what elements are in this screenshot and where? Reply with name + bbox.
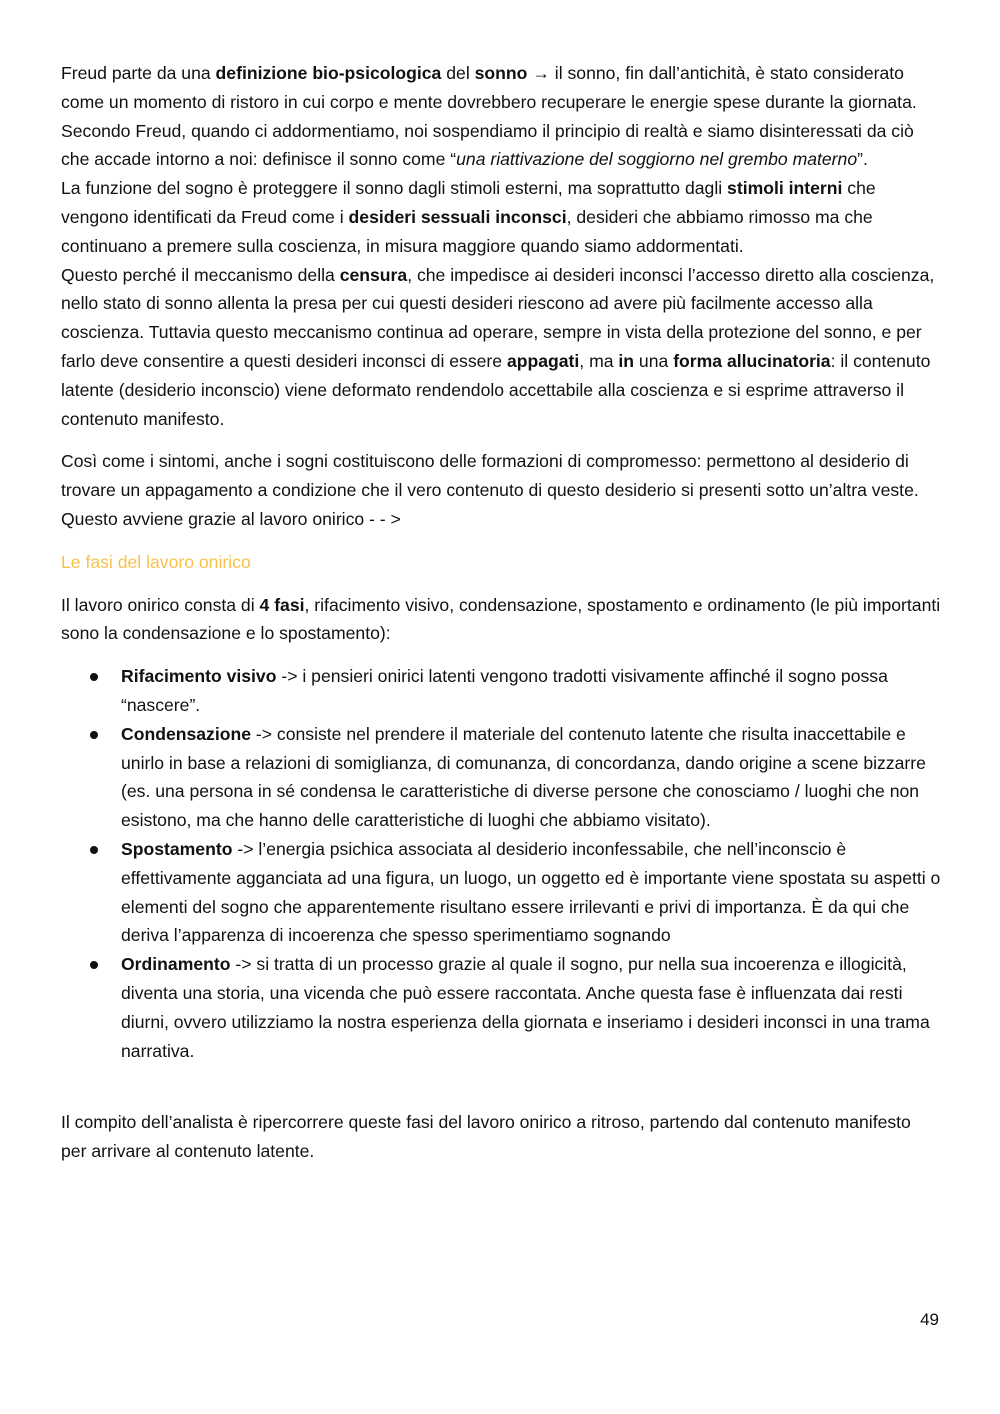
phase-term: Rifacimento visivo — [121, 666, 277, 687]
intro-paragraph-dream-function — [61, 174, 941, 260]
text-run: che vengono identificati da Freud come i — [61, 178, 876, 227]
text-run: Il lavoro onirico consta di — [61, 594, 260, 615]
text-run: Questo perché il meccanismo della — [61, 264, 340, 285]
bold-term: in — [618, 350, 635, 371]
phase-description: -> i pensieri onirici latenti vengono tradotti visivamente affinché il sogno possa “nascere”. — [121, 666, 888, 715]
phase-description: -> l’energia psichica associata al desiderio inconfessabile, che nell’inconscio è effettivamente agganciata ad una figura, un luogo, un oggetto ed è importante viene spostata su aspetti o elementi del sogno che apparentemente risultano essere irrilevanti e privi di importanza. È da qui che deriva l’apparenza di incoerenza che spesso sperimentiamo sognando — [121, 838, 941, 946]
text-run: una — [634, 350, 674, 371]
bullet-icon — [90, 673, 98, 681]
bold-term: censura — [339, 264, 408, 285]
bold-term: 4 fasi — [259, 594, 305, 615]
text-run: : il contenuto latente (desiderio inconscio) viene deformato rendendolo accettabile alla coscienza e si esprime attraverso il contenuto manifesto. — [61, 350, 931, 429]
bullet-icon — [90, 731, 98, 739]
text-run: , desideri che abbiamo rimosso ma che continuano a premere sulla coscienza, in misura maggiore quando siamo addormentati. — [61, 206, 873, 256]
phase-term: Spostamento — [121, 838, 233, 859]
closing-paragraph: Il compito dell’analista è ripercorrere queste fasi del lavoro onirico a ritroso, partendo dal contenuto manifesto per arrivare al contenuto latente. — [61, 1112, 911, 1162]
text-run: il sonno, fin dall’antichità, è stato considerato come un momento di ristoro in cui corpo e mente dovrebbero recuperare le energie spese durante la giornata. Secondo Freud, quando ci addormentiamo, noi sospendiamo il principio di realtà e siamo disinteressati da ciò che accade intorno a noi: definisce il sonno come “ — [61, 63, 917, 170]
text-run: La funzione del sogno è proteggere il sonno dagli stimoli esterni, ma soprattutto dagli — [61, 178, 728, 199]
text-run: , rifacimento visivo, condensazione, spostamento e ordinamento (le più importanti sono la condensazione e lo spostamento): — [61, 594, 941, 644]
phase-term: Ordinamento — [121, 954, 231, 975]
intro-paragraph-sleep — [61, 59, 941, 174]
bold-term: appagati — [506, 350, 580, 371]
list-item — [61, 835, 941, 950]
italic-quote: una riattivazione del soggiorno nel grembo materno — [456, 149, 858, 170]
compromise-paragraph: Così come i sintomi, anche i sogni costituiscono delle formazioni di compromesso: permettono al desiderio di trovare un appagamento a condizione che il vero contenuto di questo desiderio si presenti sotto un’altra veste. Questo avviene grazie al lavoro onirico - - > — [61, 451, 919, 529]
text-run: , ma — [579, 350, 619, 371]
text-run: Freud parte da una — [61, 63, 216, 83]
text-run: del — [441, 63, 475, 83]
bold-term: sonno — [474, 63, 528, 83]
list-item — [61, 662, 941, 720]
phase-term: Condensazione — [121, 723, 252, 744]
list-item — [61, 950, 941, 1065]
arrow-icon: → — [527, 63, 555, 83]
bold-term: definizione bio-psicologica — [215, 63, 442, 83]
bullet-icon — [90, 846, 98, 854]
document-page — [61, 59, 941, 1166]
phases-intro-paragraph — [61, 591, 941, 649]
phase-description: -> consiste nel prendere il materiale del contenuto latente che risulta inaccettabile e unirlo in base a relazioni di somiglianza, di comunanza, di concordanza, dando origine a scene bizzarre (es. una persona in sé condensa le caratteristiche di diverse persone che conosciamo / luoghi che non esistono, ma che hanno delle caratteristiche di luoghi che abbiamo visitato). — [121, 723, 926, 831]
phase-description: -> si tratta di un processo grazie al quale il sogno, pur nella sua incoerenza e illogicità, diventa una storia, una vicenda che può essere raccontata. Anche questa fase è influenzata dai resti diurni, ovvero utilizziamo la nostra esperienza della giornata e inseriamo i desideri inconsci in una trama narrativa. — [121, 954, 930, 1061]
section-heading: Le fasi del lavoro onirico — [61, 551, 251, 572]
page-number: 49 — [920, 1310, 939, 1329]
phases-list — [61, 662, 941, 1065]
list-item — [61, 720, 941, 835]
bold-term: stimoli interni — [727, 178, 843, 199]
bold-term: desideri sessuali inconsci — [348, 206, 567, 227]
text-run: , che impedisce ai desideri inconsci l’accesso diretto alla coscienza, nello stato di sonno allenta la presa per cui questi desideri riescono ad avere più facilmente accesso alla coscienza. Tuttavia questo meccanismo continua ad operare, sempre in vista della protezione del sonno, e per farlo deve consentire a questi desideri inconsci di essere — [61, 264, 935, 371]
intro-paragraph-censorship — [61, 261, 941, 434]
bullet-icon — [90, 961, 98, 969]
text-run: ”. — [857, 149, 868, 170]
bold-term: forma allucinatoria — [673, 350, 831, 371]
